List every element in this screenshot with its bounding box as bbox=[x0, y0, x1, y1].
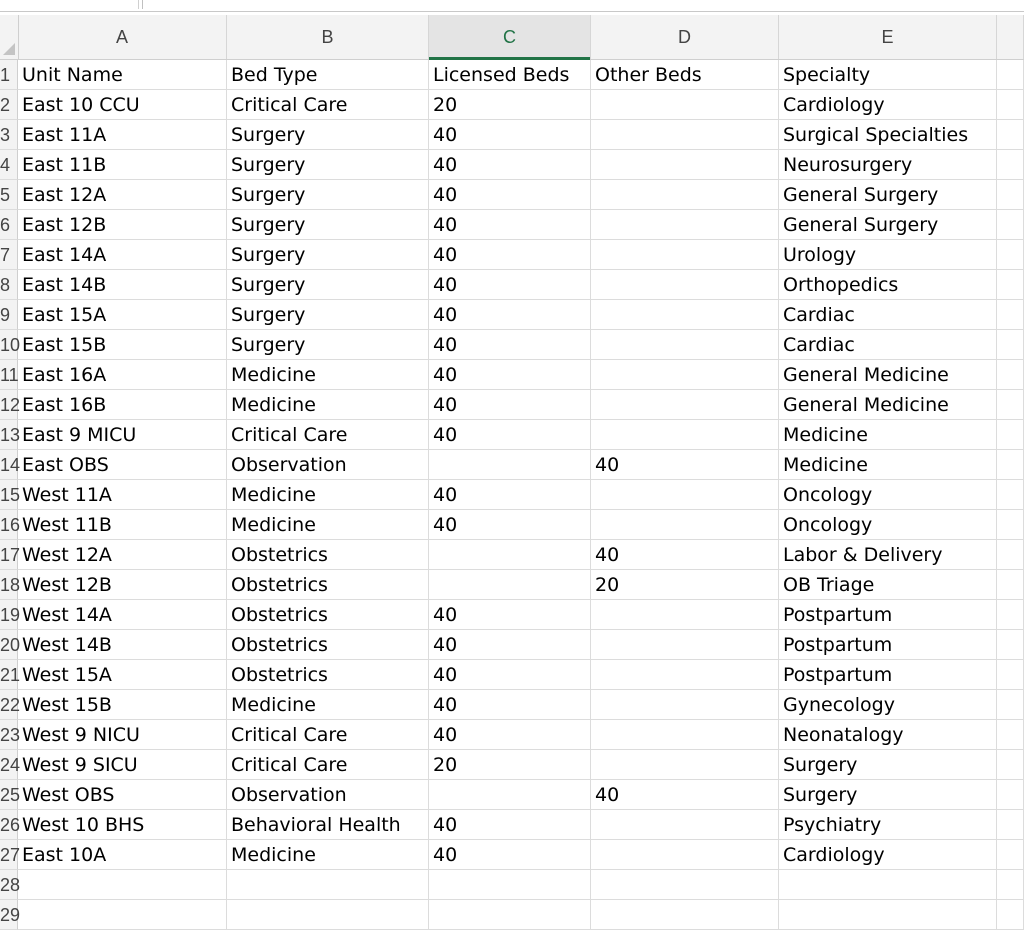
name-box[interactable] bbox=[0, 0, 139, 9]
row-number: 16 bbox=[0, 515, 21, 535]
row-header[interactable] bbox=[0, 630, 21, 660]
cell-b17[interactable]: Obstetrics bbox=[227, 540, 429, 570]
cell-f15[interactable] bbox=[997, 480, 1024, 510]
cell-e15[interactable]: Oncology bbox=[779, 480, 997, 510]
cell-b12[interactable]: Medicine bbox=[227, 390, 429, 420]
row-header[interactable] bbox=[0, 120, 18, 150]
cell-a24[interactable]: West 9 SICU bbox=[18, 750, 227, 780]
cell-e4[interactable]: Neurosurgery bbox=[779, 150, 997, 180]
cell-c21[interactable]: 40 bbox=[429, 660, 591, 690]
row-number: 11 bbox=[0, 365, 19, 385]
cell-c22[interactable]: 40 bbox=[429, 690, 591, 720]
cell-c27[interactable]: 40 bbox=[429, 840, 591, 870]
row-header[interactable] bbox=[0, 420, 21, 450]
cell-c11[interactable]: 40 bbox=[429, 360, 591, 390]
row-number: 10 bbox=[0, 335, 21, 355]
row-header[interactable] bbox=[0, 60, 18, 90]
cell-f4[interactable] bbox=[997, 150, 1024, 180]
cell-c13[interactable]: 40 bbox=[429, 420, 591, 450]
row-number: 20 bbox=[0, 635, 21, 655]
row-header[interactable] bbox=[0, 180, 18, 210]
cell-c29[interactable] bbox=[429, 900, 591, 930]
cell-d25[interactable]: 40 bbox=[591, 780, 779, 810]
spreadsheet-grid bbox=[0, 15, 1024, 925]
cell-d22[interactable] bbox=[591, 690, 779, 720]
cell-f17[interactable] bbox=[997, 540, 1024, 570]
row-header[interactable] bbox=[0, 510, 21, 540]
cell-e24[interactable]: Surgery bbox=[779, 750, 997, 780]
cell-a14[interactable]: East OBS bbox=[18, 450, 227, 480]
cell-c19[interactable]: 40 bbox=[429, 600, 591, 630]
cell-d10[interactable] bbox=[591, 330, 779, 360]
cell-e19[interactable]: Postpartum bbox=[779, 600, 997, 630]
cell-c25[interactable] bbox=[429, 780, 591, 810]
cell-a29[interactable] bbox=[18, 900, 227, 930]
cell-c7[interactable]: 40 bbox=[429, 240, 591, 270]
cell-d7[interactable] bbox=[591, 240, 779, 270]
row-number: 7 bbox=[0, 245, 11, 265]
select-all-corner[interactable] bbox=[0, 15, 19, 59]
cell-c26[interactable]: 40 bbox=[429, 810, 591, 840]
cell-e13[interactable]: Medicine bbox=[779, 420, 997, 450]
cell-f7[interactable] bbox=[997, 240, 1024, 270]
formula-bar bbox=[0, 0, 1024, 12]
cell-a20[interactable]: West 14B bbox=[18, 630, 227, 660]
cell-d3[interactable] bbox=[591, 120, 779, 150]
cell-f27[interactable] bbox=[997, 840, 1024, 870]
cell-c4[interactable]: 40 bbox=[429, 150, 591, 180]
row-number: 17 bbox=[0, 545, 21, 565]
cell-c18[interactable] bbox=[429, 570, 591, 600]
select-all-triangle-icon bbox=[3, 43, 15, 55]
cell-b28[interactable] bbox=[227, 870, 429, 900]
cell-e3[interactable]: Surgical Specialties bbox=[779, 120, 997, 150]
cell-d27[interactable] bbox=[591, 840, 779, 870]
cell-a5[interactable]: East 12A bbox=[18, 180, 227, 210]
row-header[interactable] bbox=[0, 300, 18, 330]
cell-f18[interactable] bbox=[997, 570, 1024, 600]
cell-f5[interactable] bbox=[997, 180, 1024, 210]
row-number: 22 bbox=[0, 695, 21, 715]
row-number: 24 bbox=[0, 755, 21, 775]
cell-e10[interactable]: Cardiac bbox=[779, 330, 997, 360]
cell-e5[interactable]: General Surgery bbox=[779, 180, 997, 210]
cell-e25[interactable]: Surgery bbox=[779, 780, 997, 810]
column-header-row bbox=[0, 15, 1024, 60]
cell-d12[interactable] bbox=[591, 390, 779, 420]
cell-c15[interactable]: 40 bbox=[429, 480, 591, 510]
cell-f10[interactable] bbox=[997, 330, 1024, 360]
cell-d21[interactable] bbox=[591, 660, 779, 690]
cell-c3[interactable]: 40 bbox=[429, 120, 591, 150]
cell-d16[interactable] bbox=[591, 510, 779, 540]
row-number: 4 bbox=[0, 155, 11, 175]
cell-f20[interactable] bbox=[997, 630, 1024, 660]
column-header-f[interactable] bbox=[997, 15, 1024, 59]
cell-e28[interactable] bbox=[779, 870, 997, 900]
cell-a22[interactable]: West 15B bbox=[18, 690, 227, 720]
cell-b9[interactable]: Surgery bbox=[227, 300, 429, 330]
cell-f8[interactable] bbox=[997, 270, 1024, 300]
cell-b5[interactable]: Surgery bbox=[227, 180, 429, 210]
row-number: 28 bbox=[0, 875, 21, 895]
cell-f9[interactable] bbox=[997, 300, 1024, 330]
cell-c17[interactable] bbox=[429, 540, 591, 570]
cell-d1[interactable]: Other Beds bbox=[591, 60, 779, 90]
row-header[interactable] bbox=[0, 840, 21, 870]
cell-b6[interactable]: Surgery bbox=[227, 210, 429, 240]
cell-e1[interactable]: Specialty bbox=[779, 60, 997, 90]
row-header[interactable] bbox=[0, 600, 21, 630]
cell-d15[interactable] bbox=[591, 480, 779, 510]
cell-c5[interactable]: 40 bbox=[429, 180, 591, 210]
row-number: 27 bbox=[0, 845, 21, 865]
row-header[interactable] bbox=[0, 660, 21, 690]
cell-b4[interactable]: Surgery bbox=[227, 150, 429, 180]
cell-f3[interactable] bbox=[997, 120, 1024, 150]
row-number: 6 bbox=[0, 215, 11, 235]
cell-f14[interactable] bbox=[997, 450, 1024, 480]
cell-f26[interactable] bbox=[997, 810, 1024, 840]
cell-a12[interactable]: East 16B bbox=[18, 390, 227, 420]
cell-d8[interactable] bbox=[591, 270, 779, 300]
cell-b16[interactable]: Medicine bbox=[227, 510, 429, 540]
cell-b1[interactable]: Bed Type bbox=[227, 60, 429, 90]
cell-f2[interactable] bbox=[997, 90, 1024, 120]
cell-e21[interactable]: Postpartum bbox=[779, 660, 997, 690]
cell-a17[interactable]: West 12A bbox=[18, 540, 227, 570]
cell-b14[interactable]: Observation bbox=[227, 450, 429, 480]
cell-a18[interactable]: West 12B bbox=[18, 570, 227, 600]
cell-d28[interactable] bbox=[591, 870, 779, 900]
cell-e8[interactable]: Orthopedics bbox=[779, 270, 997, 300]
cell-e17[interactable]: Labor & Delivery bbox=[779, 540, 997, 570]
row-header[interactable] bbox=[0, 330, 21, 360]
cell-a25[interactable]: West OBS bbox=[18, 780, 227, 810]
row-header[interactable] bbox=[0, 900, 21, 930]
row-header[interactable] bbox=[0, 240, 18, 270]
row-header[interactable] bbox=[0, 270, 18, 300]
cell-c14[interactable] bbox=[429, 450, 591, 480]
row-header[interactable] bbox=[0, 90, 18, 120]
cell-b23[interactable]: Critical Care bbox=[227, 720, 429, 750]
cell-b13[interactable]: Critical Care bbox=[227, 420, 429, 450]
cell-b2[interactable]: Critical Care bbox=[227, 90, 429, 120]
cell-e2[interactable]: Cardiology bbox=[779, 90, 997, 120]
cell-a9[interactable]: East 15A bbox=[18, 300, 227, 330]
cell-f13[interactable] bbox=[997, 420, 1024, 450]
row-number: 19 bbox=[0, 605, 21, 625]
cell-e20[interactable]: Postpartum bbox=[779, 630, 997, 660]
cell-b21[interactable]: Obstetrics bbox=[227, 660, 429, 690]
row-header[interactable] bbox=[0, 390, 21, 420]
cell-b3[interactable]: Surgery bbox=[227, 120, 429, 150]
cell-b20[interactable]: Obstetrics bbox=[227, 630, 429, 660]
column-header-d[interactable]: D bbox=[591, 15, 779, 59]
cell-e27[interactable]: Cardiology bbox=[779, 840, 997, 870]
cell-b18[interactable]: Obstetrics bbox=[227, 570, 429, 600]
cell-c28[interactable] bbox=[429, 870, 591, 900]
cell-e7[interactable]: Urology bbox=[779, 240, 997, 270]
row-number: 1 bbox=[0, 65, 11, 85]
cell-f1[interactable] bbox=[997, 60, 1024, 90]
cell-a7[interactable]: East 14A bbox=[18, 240, 227, 270]
cell-d29[interactable] bbox=[591, 900, 779, 930]
cell-e26[interactable]: Psychiatry bbox=[779, 810, 997, 840]
cell-b8[interactable]: Surgery bbox=[227, 270, 429, 300]
row-number: 25 bbox=[0, 785, 21, 805]
cell-a13[interactable]: East 9 MICU bbox=[18, 420, 227, 450]
cell-d24[interactable] bbox=[591, 750, 779, 780]
cell-b15[interactable]: Medicine bbox=[227, 480, 429, 510]
cell-b24[interactable]: Critical Care bbox=[227, 750, 429, 780]
row-number: 3 bbox=[0, 125, 11, 145]
column-header-e[interactable]: E bbox=[779, 15, 997, 59]
row-header[interactable] bbox=[0, 570, 21, 600]
cell-c20[interactable]: 40 bbox=[429, 630, 591, 660]
row-number: 14 bbox=[0, 455, 21, 475]
cell-d14[interactable]: 40 bbox=[591, 450, 779, 480]
cell-b27[interactable]: Medicine bbox=[227, 840, 429, 870]
cell-d19[interactable] bbox=[591, 600, 779, 630]
row-number: 18 bbox=[0, 575, 21, 595]
cell-b7[interactable]: Surgery bbox=[227, 240, 429, 270]
cell-a21[interactable]: West 15A bbox=[18, 660, 227, 690]
cell-e12[interactable]: General Medicine bbox=[779, 390, 997, 420]
cell-f28[interactable] bbox=[997, 870, 1024, 900]
cell-a27[interactable]: East 10A bbox=[18, 840, 227, 870]
row-header[interactable] bbox=[0, 720, 21, 750]
row-number: 5 bbox=[0, 185, 11, 205]
cell-c10[interactable]: 40 bbox=[429, 330, 591, 360]
cell-c2[interactable]: 20 bbox=[429, 90, 591, 120]
cell-b19[interactable]: Obstetrics bbox=[227, 600, 429, 630]
row-number: 15 bbox=[0, 485, 21, 505]
column-header-c[interactable]: C bbox=[429, 15, 591, 59]
cell-d11[interactable] bbox=[591, 360, 779, 390]
column-header-b[interactable]: B bbox=[227, 15, 429, 59]
cell-e22[interactable]: Gynecology bbox=[779, 690, 997, 720]
cell-c1[interactable]: Licensed Beds bbox=[429, 60, 591, 90]
cell-e9[interactable]: Cardiac bbox=[779, 300, 997, 330]
row-number: 12 bbox=[0, 395, 21, 415]
cell-b11[interactable]: Medicine bbox=[227, 360, 429, 390]
cell-f16[interactable] bbox=[997, 510, 1024, 540]
cell-d2[interactable] bbox=[591, 90, 779, 120]
cell-a11[interactable]: East 16A bbox=[18, 360, 227, 390]
cell-c9[interactable]: 40 bbox=[429, 300, 591, 330]
cell-d9[interactable] bbox=[591, 300, 779, 330]
cell-d17[interactable]: 40 bbox=[591, 540, 779, 570]
cell-a4[interactable]: East 11B bbox=[18, 150, 227, 180]
row-header[interactable] bbox=[0, 870, 21, 900]
cell-c16[interactable]: 40 bbox=[429, 510, 591, 540]
cell-f22[interactable] bbox=[997, 690, 1024, 720]
row-header[interactable] bbox=[0, 210, 18, 240]
cell-b22[interactable]: Medicine bbox=[227, 690, 429, 720]
cell-a10[interactable]: East 15B bbox=[18, 330, 227, 360]
cell-f23[interactable] bbox=[997, 720, 1024, 750]
cell-e14[interactable]: Medicine bbox=[779, 450, 997, 480]
cell-c12[interactable]: 40 bbox=[429, 390, 591, 420]
row-number: 2 bbox=[0, 95, 11, 115]
row-header[interactable] bbox=[0, 480, 21, 510]
row-number: 9 bbox=[0, 305, 11, 325]
cell-a8[interactable]: East 14B bbox=[18, 270, 227, 300]
cell-f29[interactable] bbox=[997, 900, 1024, 930]
cell-c23[interactable]: 40 bbox=[429, 720, 591, 750]
cell-a2[interactable]: East 10 CCU bbox=[18, 90, 227, 120]
row-header[interactable] bbox=[0, 540, 21, 570]
row-number: 8 bbox=[0, 275, 11, 295]
cell-d4[interactable] bbox=[591, 150, 779, 180]
cell-d26[interactable] bbox=[591, 810, 779, 840]
cell-e11[interactable]: General Medicine bbox=[779, 360, 997, 390]
cell-f6[interactable] bbox=[997, 210, 1024, 240]
cell-b10[interactable]: Surgery bbox=[227, 330, 429, 360]
cell-e23[interactable]: Neonatalogy bbox=[779, 720, 997, 750]
cell-f21[interactable] bbox=[997, 660, 1024, 690]
cell-e16[interactable]: Oncology bbox=[779, 510, 997, 540]
row-number: 23 bbox=[0, 725, 21, 745]
cell-a26[interactable]: West 10 BHS bbox=[18, 810, 227, 840]
cell-d18[interactable]: 20 bbox=[591, 570, 779, 600]
cell-d13[interactable] bbox=[591, 420, 779, 450]
cell-f12[interactable] bbox=[997, 390, 1024, 420]
cell-a6[interactable]: East 12B bbox=[18, 210, 227, 240]
cell-f25[interactable] bbox=[997, 780, 1024, 810]
cell-d20[interactable] bbox=[591, 630, 779, 660]
row-number: 26 bbox=[0, 815, 21, 835]
cell-a19[interactable]: West 14A bbox=[18, 600, 227, 630]
cell-a28[interactable] bbox=[18, 870, 227, 900]
cell-d6[interactable] bbox=[591, 210, 779, 240]
formula-bar-divider bbox=[142, 0, 143, 9]
row-header[interactable] bbox=[0, 690, 21, 720]
cell-a23[interactable]: West 9 NICU bbox=[18, 720, 227, 750]
cell-e29[interactable] bbox=[779, 900, 997, 930]
row-header[interactable] bbox=[0, 450, 21, 480]
row-header[interactable] bbox=[0, 150, 18, 180]
row-number: 29 bbox=[0, 905, 21, 925]
row-header[interactable] bbox=[0, 360, 18, 390]
cell-c8[interactable]: 40 bbox=[429, 270, 591, 300]
cell-c6[interactable]: 40 bbox=[429, 210, 591, 240]
row-number: 21 bbox=[0, 665, 21, 685]
cell-f19[interactable] bbox=[997, 600, 1024, 630]
column-header-a[interactable]: A bbox=[18, 15, 227, 59]
cell-e6[interactable]: General Surgery bbox=[779, 210, 997, 240]
cell-c24[interactable]: 20 bbox=[429, 750, 591, 780]
cell-d23[interactable] bbox=[591, 720, 779, 750]
cell-b26[interactable]: Behavioral Health bbox=[227, 810, 429, 840]
cell-a15[interactable]: West 11A bbox=[18, 480, 227, 510]
cell-b25[interactable]: Observation bbox=[227, 780, 429, 810]
cell-b29[interactable] bbox=[227, 900, 429, 930]
row-header[interactable] bbox=[0, 750, 21, 780]
cell-f11[interactable] bbox=[997, 360, 1024, 390]
cell-e18[interactable]: OB Triage bbox=[779, 570, 997, 600]
cell-d5[interactable] bbox=[591, 180, 779, 210]
row-header[interactable] bbox=[0, 810, 21, 840]
cell-a1[interactable]: Unit Name bbox=[18, 60, 227, 90]
cell-f24[interactable] bbox=[997, 750, 1024, 780]
row-header[interactable] bbox=[0, 780, 21, 810]
row-number: 13 bbox=[0, 425, 21, 445]
cell-a3[interactable]: East 11A bbox=[18, 120, 227, 150]
cell-a16[interactable]: West 11B bbox=[18, 510, 227, 540]
